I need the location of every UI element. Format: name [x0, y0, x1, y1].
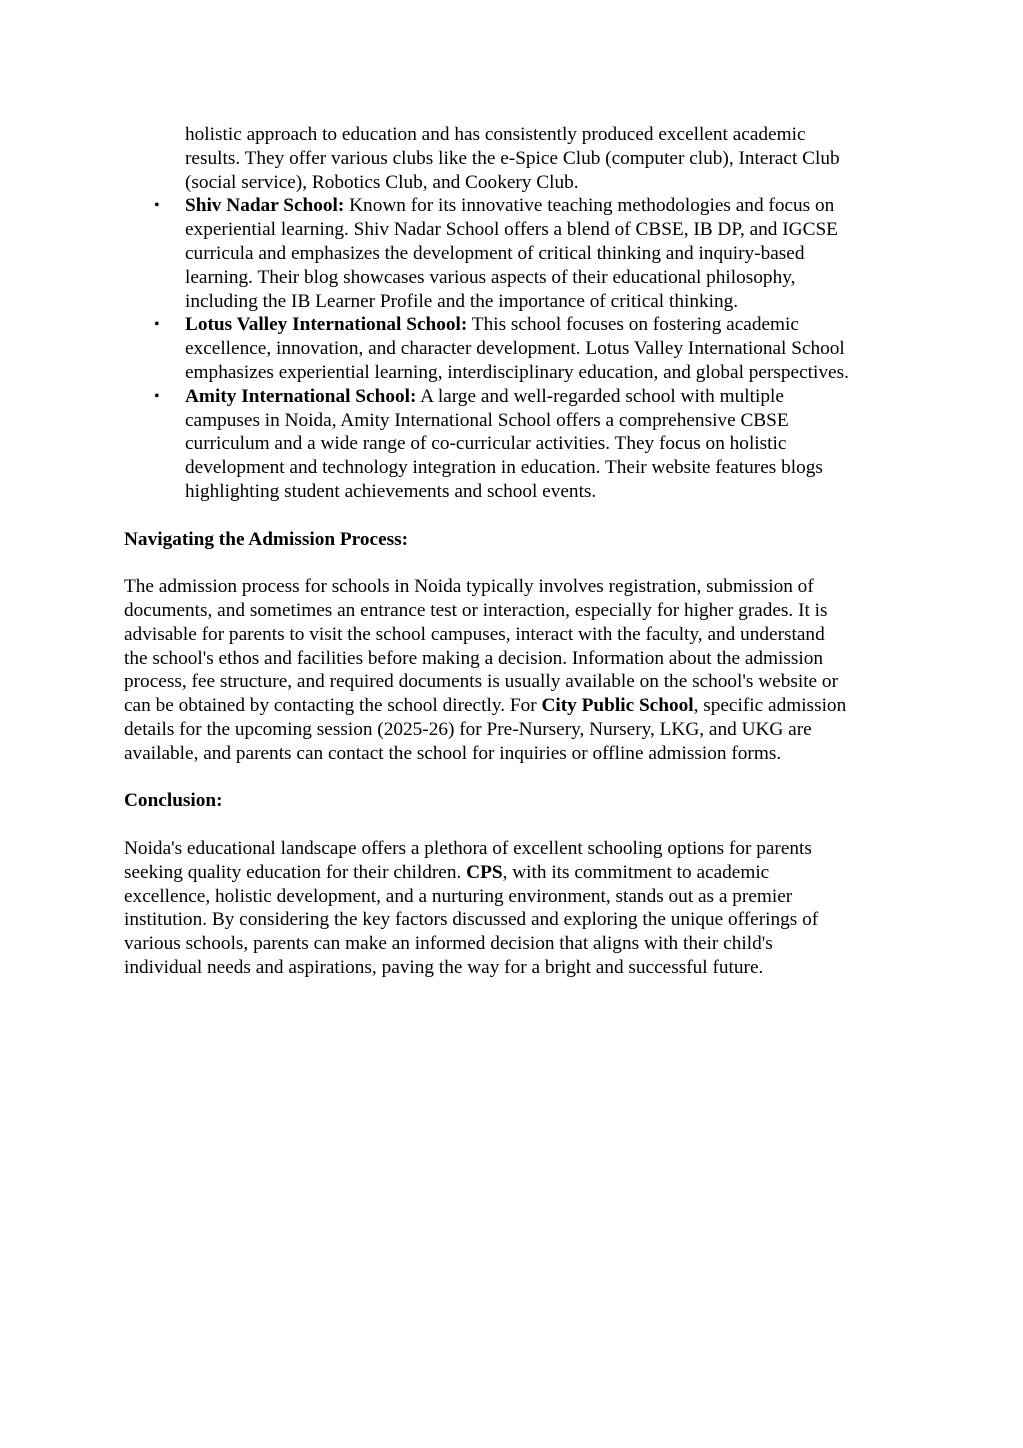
admission-paragraph: [124, 575, 914, 765]
school-list: [124, 194, 914, 503]
school-name: Amity International School:: [185, 385, 417, 407]
conclusion-paragraph: [124, 837, 914, 980]
admission-heading: Navigating the Admission Process:: [124, 528, 409, 550]
school-name-highlight: City Public School: [541, 695, 694, 717]
conclusion-text-end: , with its commitment to academic excellence, holistic development, and a nurturing environment, stands out as a premier institution. By considering the key factors discussed and exploring the unique offerings of various schools, parents can make an informed decision that aligns with their child's individual needs and aspirations, paving the way for a bright and successful future.: [124, 861, 819, 978]
continued-paragraph: holistic approach to education and has consistently produced excellent academic results. They offer various clubs like the e-Spice Club (computer club), Interact Club (social service), Robotics Club, and Cookery Club.: [185, 124, 840, 193]
admission-text-end: , specific admission details for the upcoming session (2025-26) for Pre-Nursery, Nursery, LKG, and UKG are available, and parents can contact the school for inquiries or offline admission forms.: [124, 695, 847, 764]
admission-text-start: The admission process for schools in Noida typically involves registration, submission of documents, and sometimes an entrance test or interaction, especially for higher grades. It is advisable for parents to visit the school campuses, interact with the faculty, and understand the school's ethos and facilities before making a decision. Information about the admission process, fee structure, and required documents is usually available on the school's website or can be obtained by contacting the school directly. For: [124, 576, 838, 717]
list-item: [124, 194, 914, 313]
spacer: [124, 551, 914, 575]
conclusion-text-start: Noida's educational landscape offers a plethora of excellent schooling options for parents seeking quality education for their children.: [124, 837, 812, 883]
document-page: [124, 123, 914, 980]
school-description: Known for its innovative teaching methodologies and focus on experiential learning. Shiv Nadar School offers a blend of CBSE, IB DP, and IGCSE curricula and emphasizes the development of critical thinking and inquiry-based learning. Their blog showcases various aspects of their educational philosophy, including the IB Learner Profile and the importance of critical thinking.: [185, 195, 838, 312]
spacer: [124, 504, 914, 528]
list-item: [124, 313, 914, 384]
conclusion-heading: Conclusion:: [124, 790, 223, 812]
school-abbreviation-highlight: CPS: [466, 861, 503, 883]
bullet-icon: •: [154, 197, 160, 215]
spacer: [124, 766, 914, 790]
bullet-icon: •: [154, 387, 160, 405]
school-description: A large and well-regarded school with multiple campuses in Noida, Amity International School offers a comprehensive CBSE curriculum and a wide range of co-curricular activities. They focus on holistic development and technology integration in education. Their website features blogs highlighting student achievements and school events.: [185, 385, 823, 502]
school-name: Lotus Valley International School:: [185, 314, 468, 336]
list-item: [124, 385, 914, 504]
school-name: Shiv Nadar School:: [185, 195, 345, 217]
bullet-icon: •: [154, 316, 160, 334]
spacer: [124, 813, 914, 837]
school-description: This school focuses on fostering academic excellence, innovation, and character development. Lotus Valley International School emphasizes experiential learning, interdisciplinary education, and global perspectives.: [185, 314, 849, 383]
